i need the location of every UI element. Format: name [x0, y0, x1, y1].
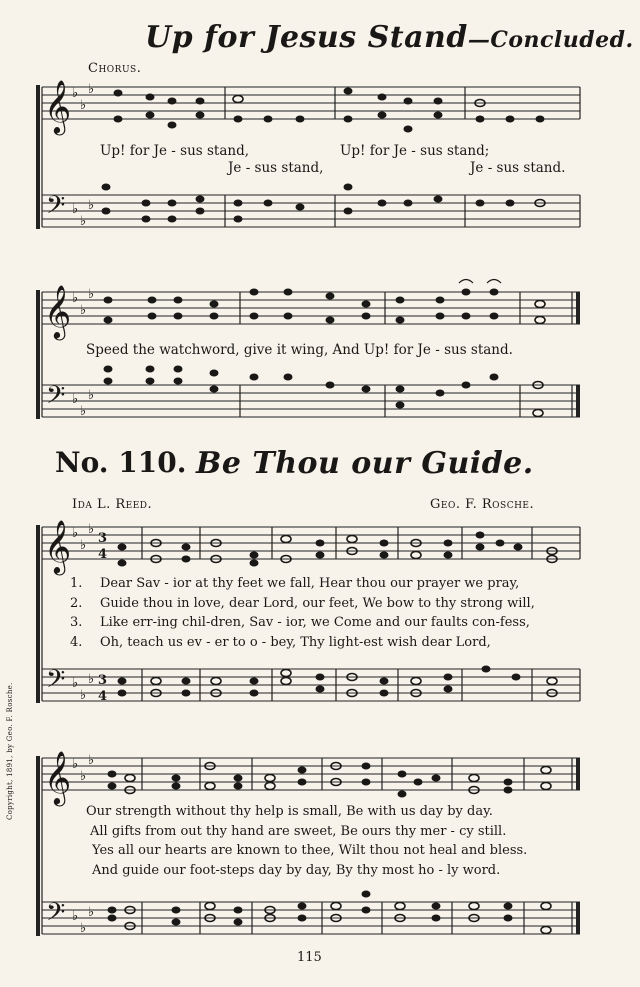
- bass-staff-1: [42, 195, 580, 227]
- svg-text:♭: ♭: [88, 388, 95, 403]
- svg-text:♭: ♭: [80, 404, 87, 419]
- svg-text:♭: ♭: [80, 769, 87, 784]
- svg-text:♭: ♭: [88, 753, 95, 768]
- verse-2-number: 2.: [70, 596, 83, 611]
- svg-text:♭: ♭: [88, 672, 95, 687]
- svg-text:♭: ♭: [80, 921, 87, 936]
- chorus-lyric-1c: Je - sus stand,: [228, 160, 324, 176]
- verse-3-top: Like err-ing chil-dren, Sav - ior, we Come and our faults con-fess,: [100, 615, 530, 630]
- svg-text:♭: ♭: [80, 214, 87, 229]
- verse-4-top: Oh, teach us ev - er to o - bey, Thy light-est wish dear Lord,: [100, 635, 491, 650]
- notes-treble-1: [114, 88, 545, 133]
- verse-3-bottom: Yes all our hearts are known to thee, Wilt thou not heal and bless.: [92, 843, 528, 858]
- svg-text:♭: ♭: [72, 909, 79, 924]
- verse-4-number: 4.: [70, 635, 83, 650]
- svg-text:♭: ♭: [72, 526, 79, 541]
- verse-2-top: Guide thou in love, dear Lord, our feet, We bow to thy strong will,: [100, 596, 535, 611]
- chorus-lyric-1d: Je - sus stand.: [470, 160, 566, 176]
- svg-text:♭: ♭: [72, 86, 79, 101]
- notes-treble-4: [108, 763, 552, 798]
- svg-text:𝄞: 𝄞: [44, 284, 72, 338]
- svg-text:♭: ♭: [72, 757, 79, 772]
- treble-staff-1: [42, 87, 580, 119]
- svg-text:♭: ♭: [72, 392, 79, 407]
- svg-text:𝄢: 𝄢: [46, 381, 66, 416]
- verse-1-top: Dear Sav - ior at thy feet we fall, Hear thou our prayer we pray,: [100, 576, 520, 591]
- copyright-notice: Copyright, 1891, by Geo. F. Rosche.: [6, 682, 14, 820]
- notes-bass-3: [118, 666, 558, 697]
- verse-1-bottom: Our strength without thy help is small, Be with us day by day.: [86, 804, 493, 819]
- svg-text:♭: ♭: [88, 198, 95, 213]
- svg-text:♭: ♭: [72, 291, 79, 306]
- bass-clef-icon: 𝄢: [46, 191, 66, 226]
- chorus-lyric-1b: Up! for Je - sus stand;: [340, 143, 490, 159]
- verse-4-bottom: And guide our foot-steps day by day, By thy most ho - ly word.: [92, 863, 501, 878]
- svg-text:3: 3: [98, 531, 108, 546]
- svg-text:♭: ♭: [80, 538, 87, 553]
- hymn-composer: Geo. F. Rosche.: [430, 497, 535, 512]
- svg-text:𝄞: 𝄞: [44, 519, 72, 573]
- chorus-lyric-2: Speed the watchword, give it wing, And Up! for Je - sus stand.: [86, 342, 513, 358]
- hymn-title: Be Thou our Guide.: [196, 446, 534, 481]
- svg-text:4: 4: [98, 547, 108, 562]
- chorus-label: Chorus.: [88, 61, 142, 76]
- svg-text:♭: ♭: [88, 82, 95, 97]
- svg-text:♭: ♭: [88, 287, 95, 302]
- svg-text:♭: ♭: [80, 303, 87, 318]
- page-number: 115: [297, 950, 322, 965]
- notes-treble-3: [118, 532, 558, 567]
- treble-clef-icon: 𝄞: [44, 79, 72, 133]
- svg-text:♭: ♭: [72, 202, 79, 217]
- svg-text:♭: ♭: [72, 676, 79, 691]
- notes-bass-4: [108, 891, 552, 934]
- title-main: Up for Jesus Stand: [145, 20, 468, 55]
- hymn-author: Ida L. Reed.: [72, 497, 153, 512]
- hymn-number: No. 110.: [55, 446, 187, 479]
- svg-text:𝄢: 𝄢: [46, 898, 66, 933]
- verse-2-bottom: All gifts from out thy hand are sweet, Be ours thy mer - cy still.: [90, 824, 507, 839]
- svg-text:3: 3: [98, 673, 108, 688]
- verse-3-number: 3.: [70, 615, 83, 630]
- verse-1-number: 1.: [70, 576, 83, 591]
- svg-text:4: 4: [98, 689, 108, 704]
- system-3: [38, 519, 580, 704]
- svg-text:𝄞: 𝄞: [44, 750, 72, 804]
- svg-text:♭: ♭: [88, 905, 95, 920]
- svg-text:𝄢: 𝄢: [46, 665, 66, 700]
- svg-text:♭: ♭: [80, 688, 87, 703]
- title-suffix: —Concluded.: [467, 27, 634, 53]
- svg-text:♭: ♭: [88, 522, 95, 537]
- svg-text:♭: ♭: [80, 98, 87, 113]
- chorus-lyric-1a: Up! for Je - sus stand,: [100, 143, 250, 159]
- notes-treble-2: [104, 280, 546, 324]
